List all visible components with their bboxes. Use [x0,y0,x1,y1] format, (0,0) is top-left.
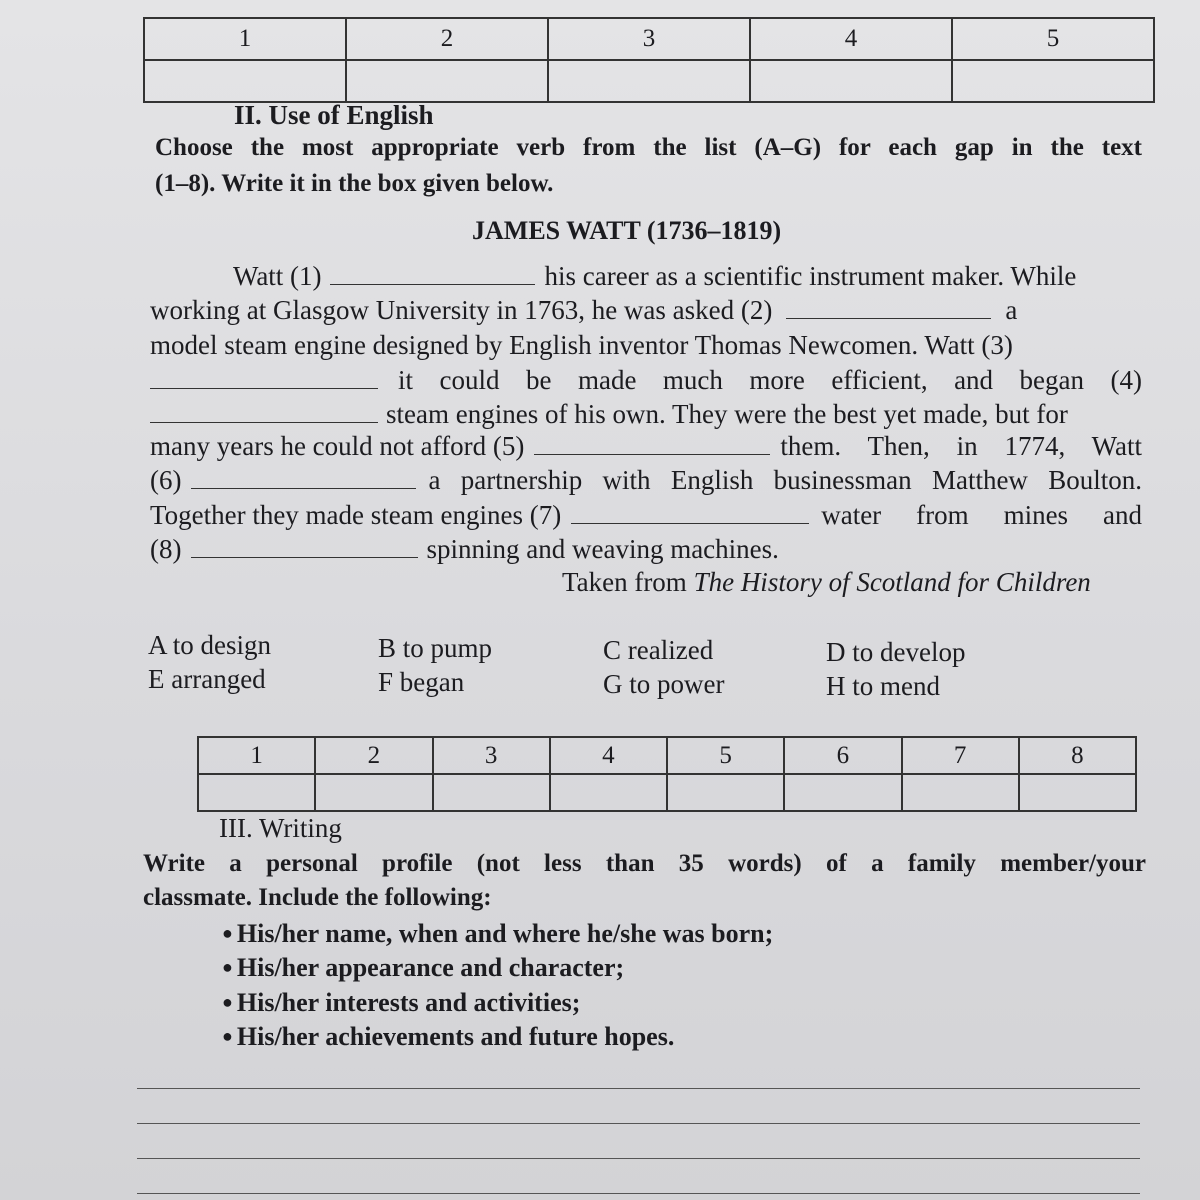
text-segment: (8) [150,534,182,564]
table-answer-row [198,774,1136,811]
text-line-6 [150,430,1142,462]
option-letter: F [378,667,394,697]
table-header-row [198,737,1136,774]
text-segment: spinning and weaving machines. [426,534,779,564]
option-text: to mend [852,671,940,701]
text-segment: them. Then, in 1774, Watt [780,431,1142,461]
option-h [826,671,940,702]
text-segment: his career as a scientific instrument maker. While [544,261,1077,291]
text-title: JAMES WATT (1736–1819) [472,216,782,245]
option-g [603,669,724,700]
option-letter: B [378,633,397,663]
text-line-4 [150,364,1142,396]
table-header-cell: 3 [548,18,750,60]
table-header-cell: 4 [750,18,952,60]
text-line-3 [150,329,1142,361]
answer-cell[interactable] [144,60,346,102]
section2-heading: II. Use of English [234,100,434,130]
table-answer-row [144,60,1154,102]
section3-heading: III. Writing [219,813,342,843]
bullet-item: ● His/her interests and activities; [222,988,580,1018]
section2-instruction-line2: (1–8). Write it in the box given below. [155,170,554,197]
bullet-item: ● His/her achievements and future hopes. [222,1022,674,1052]
text-line-5 [150,398,1142,430]
option-letter: H [826,671,846,701]
option-f [378,667,464,698]
option-text: to design [172,630,272,660]
answer-cell[interactable] [784,774,901,811]
text-segment: Watt (1) [233,261,322,291]
gap-1-blank[interactable] [330,264,535,285]
table-header-cell: 8 [1019,737,1136,774]
text-segment: it could be made much more efficient, and began (4) [398,365,1142,395]
table-header-cell: 5 [952,18,1154,60]
answer-cell[interactable] [315,774,432,811]
option-text: arranged [171,664,266,694]
table-header-row [144,18,1154,60]
option-letter: C [603,635,622,665]
table-header-cell: 6 [784,737,901,774]
text-segment: working at Glasgow University in 1763, he was asked (2) [150,295,773,325]
answer-cell[interactable] [548,60,750,102]
section2-answer-table [197,736,1137,812]
text-line-7 [150,464,1142,496]
gap-2-blank[interactable] [786,298,991,319]
text-line-1 [150,260,1142,292]
text-segment: a partnership with English businessman Matthew Boulton. [428,465,1142,495]
answer-cell[interactable] [952,60,1154,102]
text-source [562,567,1091,598]
answer-cell[interactable] [346,60,548,102]
writing-line[interactable] [137,1158,1140,1159]
option-letter: D [826,637,846,667]
section2-instruction-line1: Choose the most appropriate verb from the list (A–G) for each gap in the text [155,134,1142,161]
option-letter: E [148,664,165,694]
text-line-9 [150,533,1142,565]
text-line-8 [150,499,1142,531]
section3-instruction-line2: classmate. Include the following: [143,884,492,911]
option-b [378,633,492,664]
source-prefix: Taken from [562,567,694,597]
answer-cell[interactable] [550,774,667,811]
option-text: to develop [852,637,966,667]
bullet-item: ● His/her appearance and character; [222,953,624,983]
answer-cell[interactable] [667,774,784,811]
bullet-item: ● His/her name, when and where he/she was born; [222,919,773,949]
text-segment: steam engines of his own. They were the best yet made, but for [386,399,1068,429]
text-line-2 [150,294,1142,326]
option-text: began [399,667,465,697]
answer-cell[interactable] [902,774,1019,811]
answer-cell[interactable] [750,60,952,102]
table-header-cell: 5 [667,737,784,774]
option-e [148,664,266,695]
table-header-cell: 2 [315,737,432,774]
writing-line[interactable] [137,1088,1140,1089]
section1-answer-table [143,17,1155,103]
text-segment: a [1005,295,1018,325]
text-segment: water from mines and [821,500,1142,530]
gap-4-blank[interactable] [150,402,378,423]
answer-cell[interactable] [1019,774,1136,811]
table-header-cell: 3 [433,737,550,774]
gap-5-blank[interactable] [534,434,770,455]
text-segment: model steam engine designed by English inventor Thomas Newcomen. Watt (3) [150,330,1013,360]
table-header-cell: 1 [198,737,315,774]
table-header-cell: 1 [144,18,346,60]
source-book-title: The History of Scotland for Children [693,567,1091,597]
answer-cell[interactable] [198,774,315,811]
option-letter: G [603,669,623,699]
table-header-cell: 4 [550,737,667,774]
option-text: to power [629,669,725,699]
option-d [826,637,965,668]
option-text: realized [627,635,714,665]
writing-line[interactable] [137,1193,1140,1194]
option-c [603,635,713,666]
text-segment: many years he could not afford (5) [150,431,525,461]
text-segment: Together they made steam engines (7) [150,500,562,530]
answer-cell[interactable] [433,774,550,811]
gap-8-blank[interactable] [191,537,418,558]
writing-line[interactable] [137,1123,1140,1124]
gap-6-blank[interactable] [191,468,416,489]
table-header-cell: 2 [346,18,548,60]
text-segment: (6) [150,465,182,495]
gap-3-blank[interactable] [150,368,378,389]
option-a [148,630,271,661]
section3-instruction-line1: Write a personal profile (not less than 35 words) of a family member/your [143,850,1146,877]
option-text: to pump [402,633,493,663]
table-header-cell: 7 [902,737,1019,774]
option-letter: A [148,630,167,660]
gap-7-blank[interactable] [571,503,809,524]
